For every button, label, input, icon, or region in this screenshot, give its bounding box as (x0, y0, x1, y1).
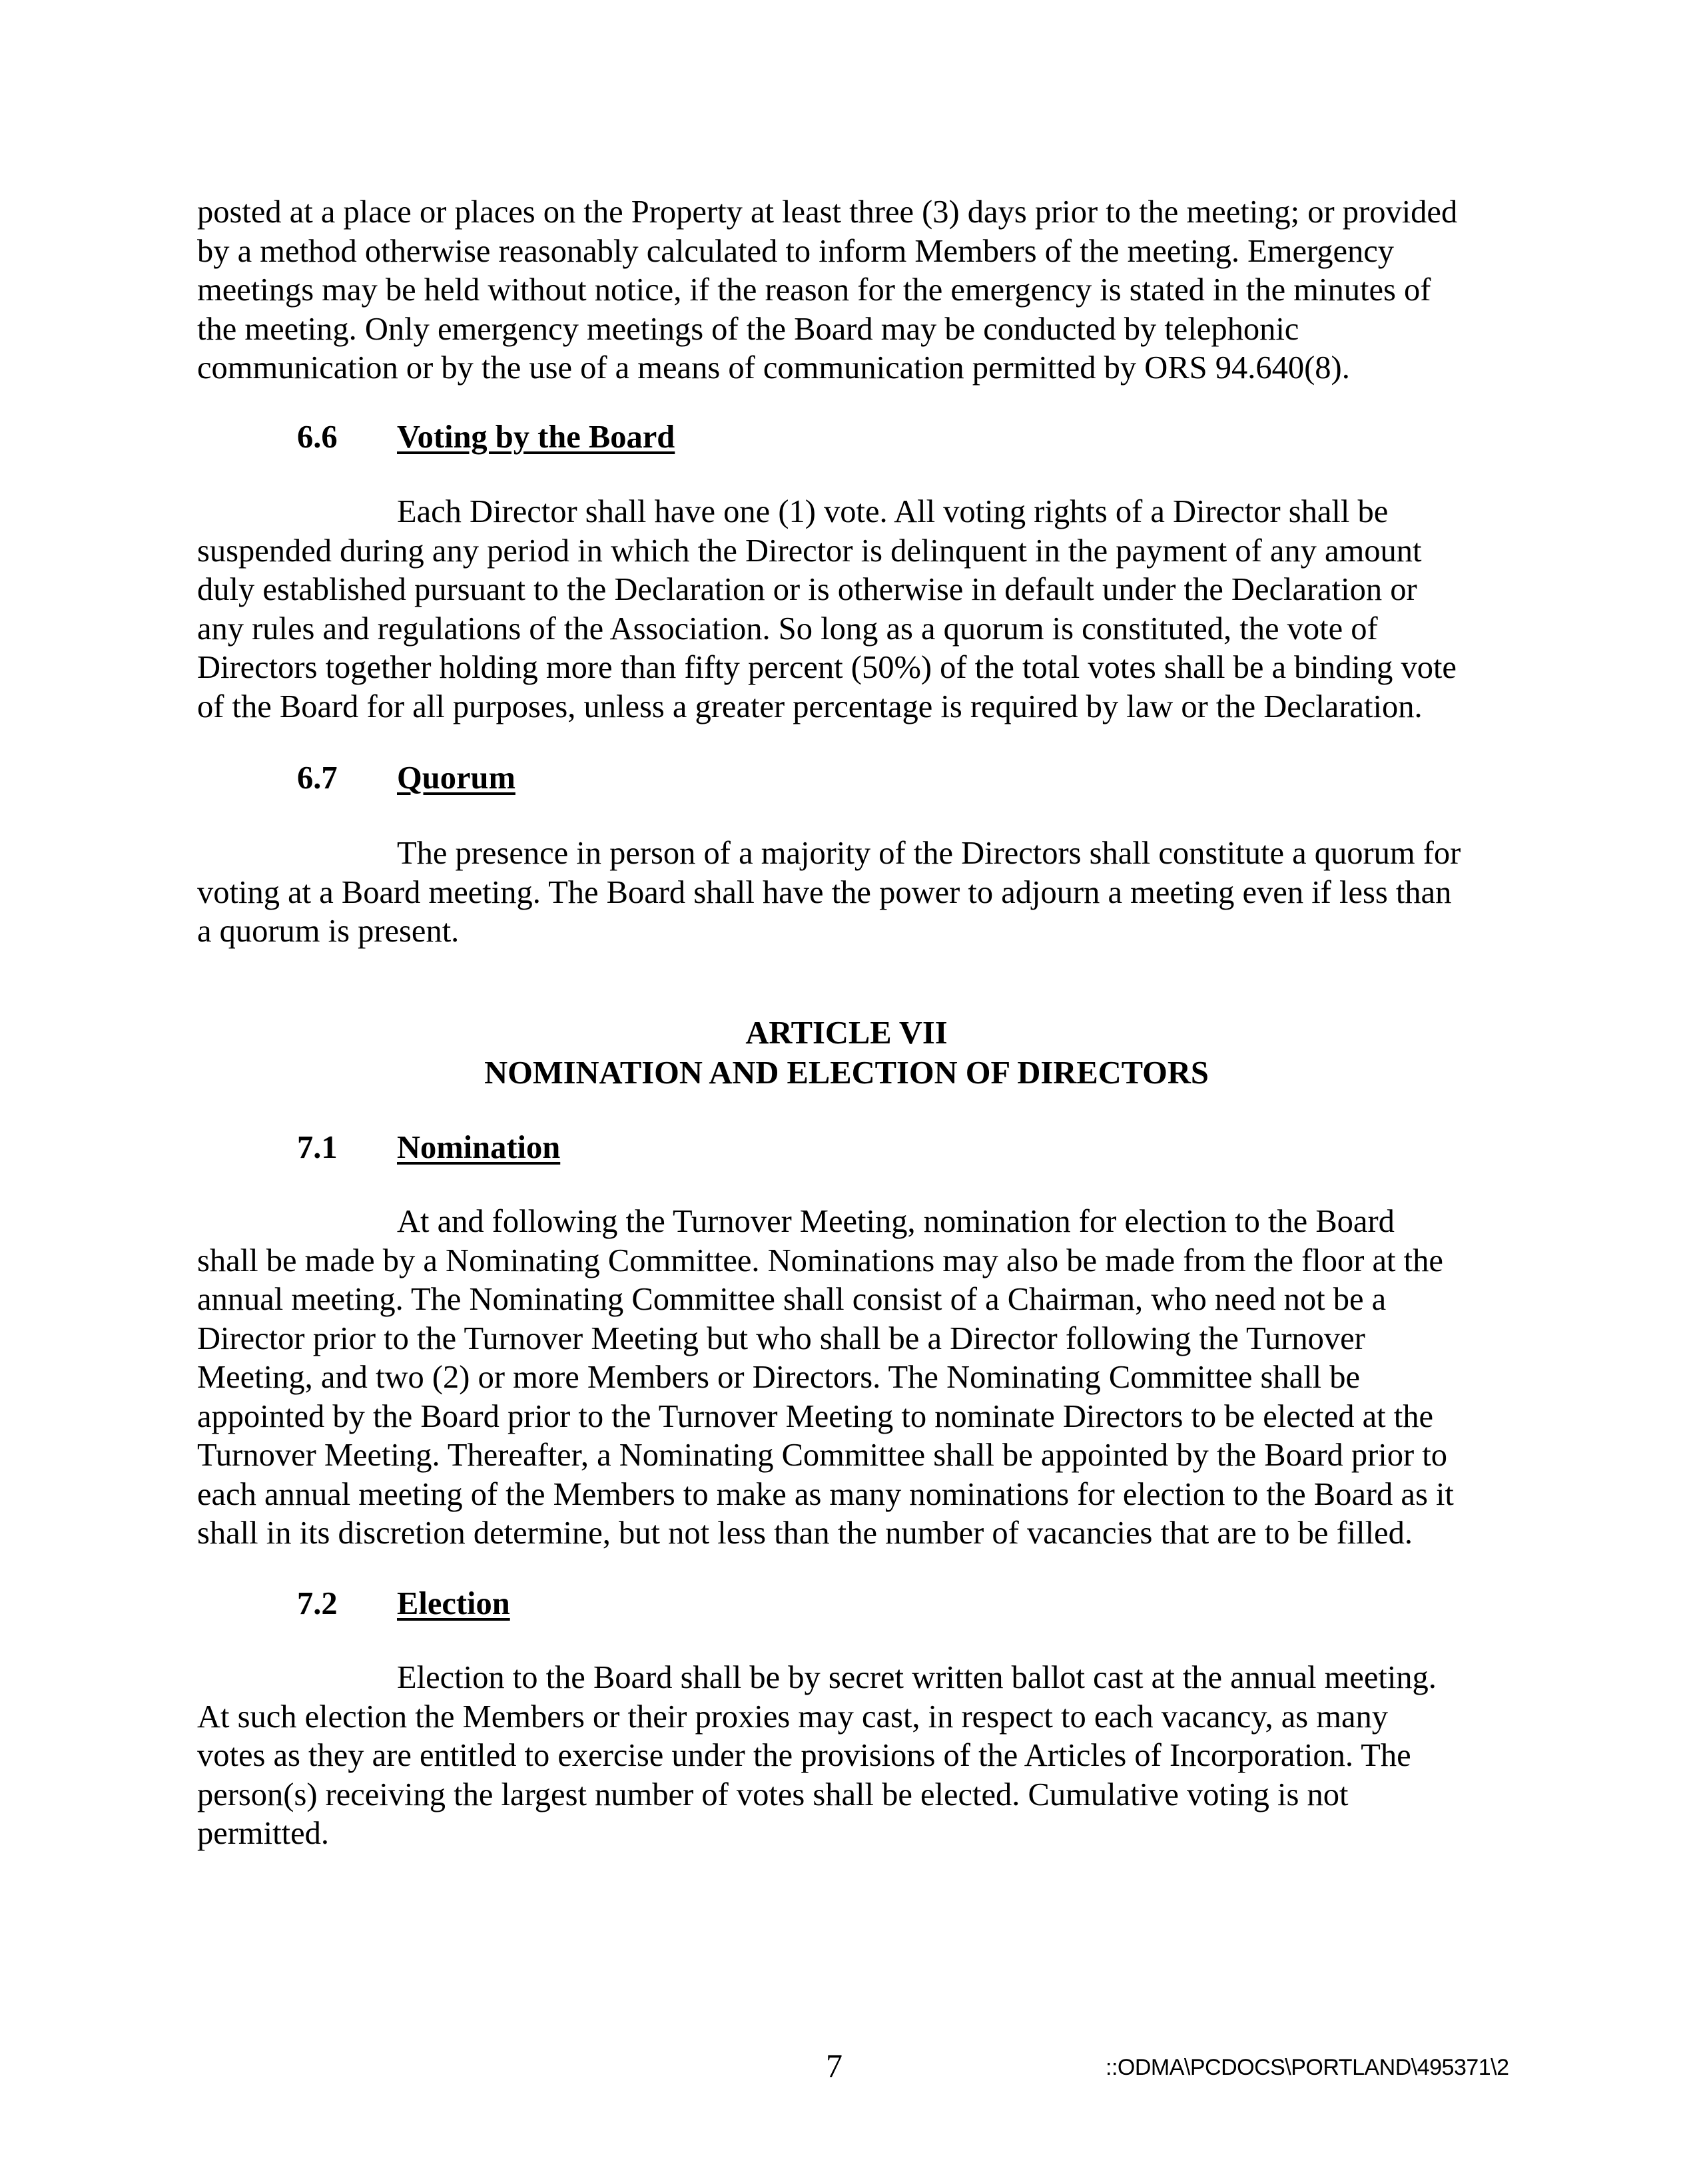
article-heading (0, 1013, 1693, 1093)
paragraph-line: meetings may be held without notice, if the reason for the emergency is stated in the minutes of (197, 272, 1431, 308)
paragraph-line: Director prior to the Turnover Meeting but who shall be a Director following the Turnover (197, 1320, 1365, 1356)
section-number: 6.6 (297, 419, 338, 455)
paragraph-line: suspended during any period in which the Director is delinquent in the payment of any amount (197, 533, 1422, 569)
paragraph-line: by a method otherwise reasonably calculated to inform Members of the meeting. Emergency (197, 233, 1395, 269)
paragraph-line: a quorum is present. (197, 914, 460, 949)
section-title: Nomination (397, 1130, 561, 1165)
section-title: Election (397, 1586, 510, 1621)
paragraph-line: the meeting. Only emergency meetings of the Board may be conducted by telephonic (197, 311, 1299, 347)
article-label: ARTICLE VII (745, 1015, 948, 1051)
section-6-6-body (197, 493, 1496, 726)
paragraph-line: shall be made by a Nominating Committee. Nominations may also be made from the floor at the (197, 1242, 1443, 1278)
paragraph-line: The presence in person of a majority of the Directors shall constitute a quorum for (397, 836, 1461, 871)
article-title: NOMINATION AND ELECTION OF DIRECTORS (484, 1055, 1209, 1091)
paragraph-line: communication or by the use of a means of communication permitted by ORS 94.640(8). (197, 350, 1350, 386)
section-title: Quorum (397, 760, 515, 796)
section-title: Voting by the Board (397, 419, 675, 455)
paragraph-line: duly established pursuant to the Declaration or is otherwise in default under the Declaration or (197, 572, 1417, 607)
page-number: 7 (826, 2047, 843, 2084)
section-7-1-body (197, 1203, 1496, 1553)
paragraph-line: At such election the Members or their proxies may cast, in respect to each vacancy, as many (197, 1699, 1389, 1735)
paragraph-line: Election to the Board shall be by secret written ballot cast at the annual meeting. (397, 1660, 1437, 1695)
section-number: 7.1 (297, 1130, 338, 1165)
paragraph-line: shall in its discretion determine, but not less than the number of vacancies that are to be filled. (197, 1515, 1413, 1551)
paragraph-line: Directors together holding more than fifty percent (50%) of the total votes shall be a binding vote (197, 650, 1457, 685)
section-6-7-body (197, 834, 1496, 952)
section-7-2-body (197, 1659, 1496, 1854)
paragraph-line: appointed by the Board prior to the Turnover Meeting to nominate Directors to be elected at the (197, 1398, 1434, 1434)
paragraph-line: person(s) receiving the largest number of votes shall be elected. Cumulative voting is not (197, 1776, 1349, 1812)
intro-paragraph (197, 193, 1496, 388)
paragraph-line: voting at a Board meeting. The Board shall have the power to adjourn a meeting even if less than (197, 874, 1452, 910)
paragraph-line: At and following the Turnover Meeting, nomination for election to the Board (397, 1204, 1395, 1239)
section-number: 6.7 (297, 760, 338, 796)
paragraph-line: Each Director shall have one (1) vote. All voting rights of a Director shall be (397, 494, 1389, 529)
paragraph-line: posted at a place or places on the Property at least three (3) days prior to the meeting; or provided (197, 194, 1458, 230)
paragraph-line: of the Board for all purposes, unless a greater percentage is required by law or the Declaration. (197, 688, 1423, 724)
paragraph-line: votes as they are entitled to exercise under the provisions of the Articles of Incorporation. The (197, 1738, 1411, 1773)
paragraph-line: Turnover Meeting. Thereafter, a Nominating Committee shall be appointed by the Board prior to (197, 1438, 1448, 1473)
paragraph-line: each annual meeting of the Members to make as many nominations for election to the Board as it (197, 1476, 1454, 1512)
paragraph-line: annual meeting. The Nominating Committee shall consist of a Chairman, who need not be a (197, 1282, 1387, 1317)
paragraph-line: any rules and regulations of the Association. So long as a quorum is constituted, the vote of (197, 611, 1378, 647)
document-id: ::ODMA\PCDOCS\PORTLAND\495371\2 (1106, 2055, 1509, 2080)
paragraph-line: permitted. (197, 1816, 329, 1851)
paragraph-line: Meeting, and two (2) or more Members or Directors. The Nominating Committee shall be (197, 1360, 1361, 1395)
section-number: 7.2 (297, 1586, 338, 1621)
